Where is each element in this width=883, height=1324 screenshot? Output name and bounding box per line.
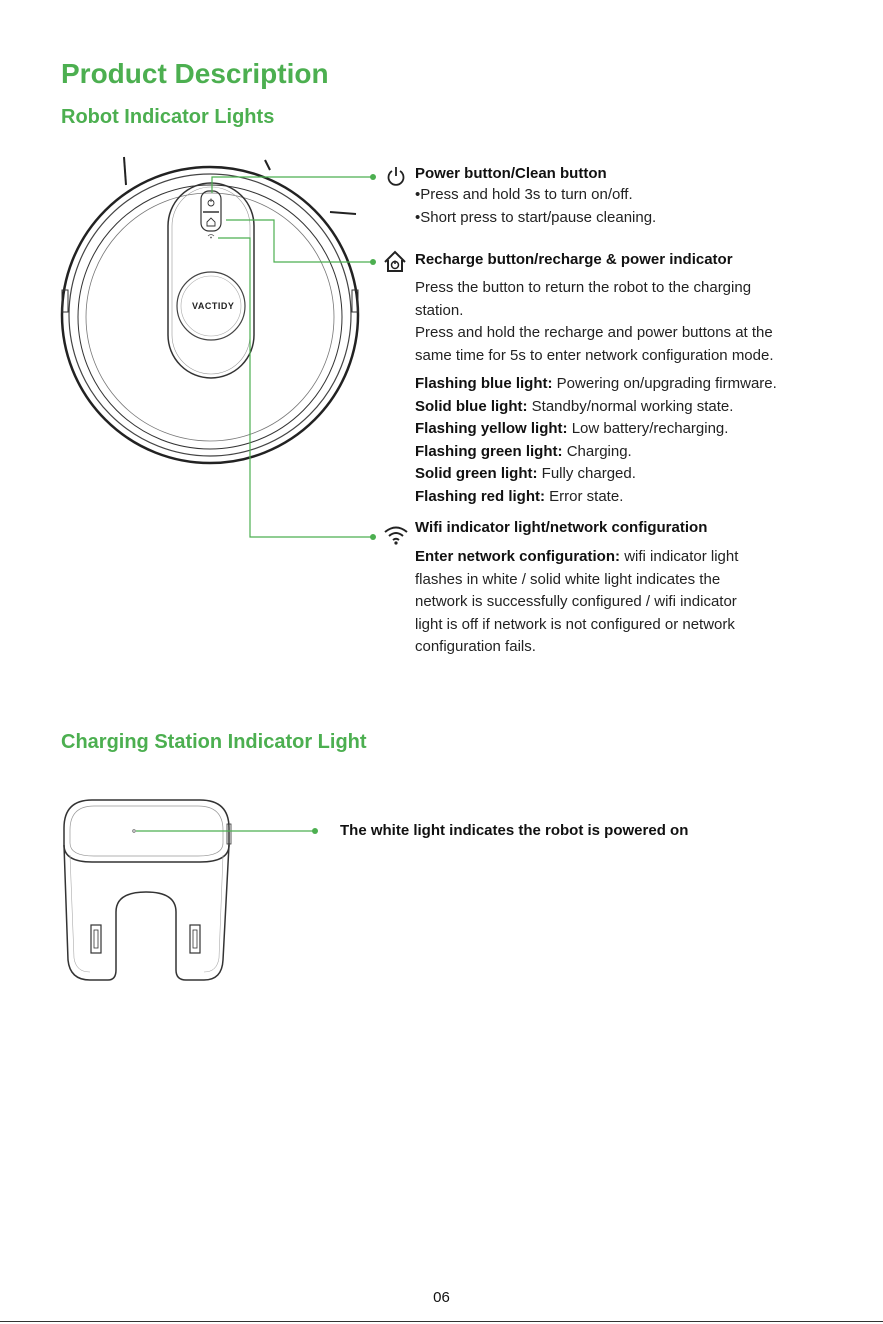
power-title: Power button/Clean button [415,165,607,182]
station-light-note: The white light indicates the robot is powered on [340,822,689,839]
light-state: Flashing green light: Charging. [415,442,632,460]
wifi-description: Enter network configuration: wifi indicator light flashes in white / solid white light indicates the network is successfully configured / wifi indicator light is off if network is not configured or network configuration fails. [415,548,739,655]
light-state: Solid green light: Fully charged. [415,465,636,482]
page-heading: Product Description [61,58,329,89]
wifi-title: Wifi indicator light/network configuration [415,519,708,536]
power-description: •Press and hold 3s to turn on/off. •Short press to start/pause cleaning. [415,186,657,226]
recharge-description: Press the button to return the robot to the charging station. Press and hold the recharge and power buttons at the same time for 5s to enter network configuration mode. [415,279,774,364]
brand-logo: VACTIDY [192,301,235,311]
light-state: Flashing red light: Error state. [415,487,624,505]
light-state: Flashing blue light: Powering on/upgrading firmware. [415,375,777,392]
recharge-title: Recharge button/recharge & power indicator [415,251,733,268]
page-number: 06 [433,1289,450,1306]
station-section-title: Charging Station Indicator Light [61,731,367,753]
light-state: Solid blue light: Standby/normal working state. [415,397,734,415]
bottom-rule [0,1321,883,1322]
robot-section-title: Robot Indicator Lights [61,106,275,128]
light-state: Flashing yellow light: Low battery/recharging. [415,420,729,437]
